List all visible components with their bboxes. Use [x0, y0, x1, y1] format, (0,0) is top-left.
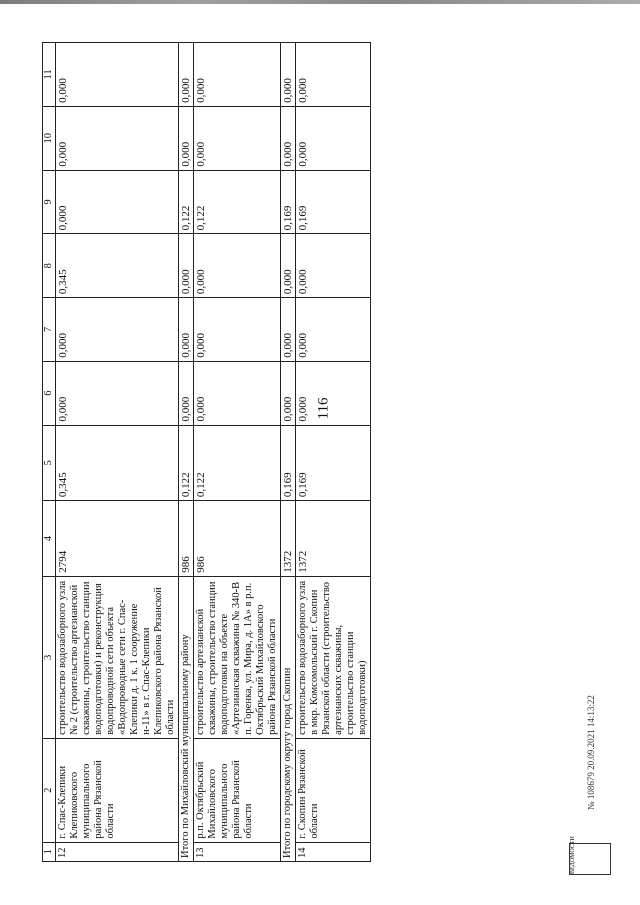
value-cell: 0,000: [56, 43, 179, 107]
value-cell: 0,000: [194, 43, 281, 107]
value-cell: 0,000: [194, 298, 281, 362]
registration-stamp: № 108679 20.09.2021 14:13:22: [586, 695, 596, 810]
value-cell: 0,169: [296, 170, 371, 234]
place-cell: г. Скопин Рязанской области: [296, 738, 371, 842]
value-cell: 0,122: [194, 425, 281, 501]
header-cell: 4: [43, 501, 56, 577]
table-row: [194, 43, 281, 862]
row-number: 13: [194, 842, 281, 861]
place-cell: г. Спас-Клепики Клепиковского муниципального района Рязанской области: [56, 738, 179, 842]
value-cell: 0,345: [56, 234, 179, 298]
work-cell: строительство водозаборного узла № 2 (строительство артезианской скважины, строительство станции водоподготовки) и реконструкция водопроводной сети объекта «Водопроводные сети г. Спас-Клепики д. 1 к. 1 сооружение н-11» в г. Спас-Клепики Клепиковского района Рязанской области: [56, 576, 179, 738]
table-canvas: [42, 42, 602, 862]
value-cell: 0,169: [296, 425, 371, 501]
value-cell: 0,000: [296, 43, 371, 107]
value-cell: 0,122: [194, 170, 281, 234]
total-label: Итого по городскому округу город Скопин: [281, 576, 296, 861]
value-cell: 0,000: [296, 234, 371, 298]
work-cell: строительство артезианской скважины, строительство станции водоподготовки на объекте «Артезианская скважина № 340-В п. Горенка, ул. Мира, д. 1А» в р.п. Октябрьский Михайловского района Рязанской области: [194, 576, 281, 738]
value-cell: 0,000: [296, 106, 371, 170]
value-cell: 1372: [281, 501, 296, 577]
registry-logo: ВЕДОМОСТИ: [569, 843, 611, 875]
header-row: [43, 43, 56, 862]
value-cell: 0,122: [179, 170, 194, 234]
value-cell: 0,000: [56, 106, 179, 170]
table-row: [56, 43, 179, 862]
header-cell: 2: [43, 738, 56, 842]
header-cell: 8: [43, 234, 56, 298]
header-cell: 5: [43, 425, 56, 501]
value-cell: 0,000: [179, 361, 194, 425]
value-cell: 0,000: [296, 298, 371, 362]
value-cell: 0,000: [179, 234, 194, 298]
scan-edge: [0, 0, 640, 4]
header-cell: 10: [43, 106, 56, 170]
value-cell: 0,000: [281, 106, 296, 170]
data-table: [42, 42, 371, 862]
value-cell: 0,000: [281, 361, 296, 425]
value-cell: 0,345: [56, 425, 179, 501]
value-cell: 0,000: [281, 43, 296, 107]
work-cell: строительство водозаборного узла в мкр. Комсомольский г. Скопин Рязанской области (строительство артезианских скважины, строительство станции водоподготовки): [296, 576, 371, 738]
header-cell: 3: [43, 576, 56, 738]
row-number: 12: [56, 842, 179, 861]
header-cell: 1: [43, 842, 56, 861]
value-cell: 0,169: [281, 170, 296, 234]
value-cell: 0,000: [281, 234, 296, 298]
value-cell: 0,169: [281, 425, 296, 501]
value-cell: 0,000: [56, 170, 179, 234]
value-cell: 0,000: [179, 298, 194, 362]
value-cell: 0,000: [281, 298, 296, 362]
total-row: [179, 43, 194, 862]
page-number: 116: [315, 397, 332, 420]
place-cell: р.п. Октябрьский Михайловского муниципального района Рязанской области: [194, 738, 281, 842]
value-cell: 0,000: [56, 361, 179, 425]
value-cell: 0,000: [179, 106, 194, 170]
value-cell: 0,000: [194, 234, 281, 298]
value-cell: 0,122: [179, 425, 194, 501]
row-number: 14: [296, 842, 371, 861]
total-row: [281, 43, 296, 862]
header-cell: 6: [43, 361, 56, 425]
value-cell: 0,000: [56, 298, 179, 362]
value-cell: 0,000: [296, 361, 371, 425]
value-cell: 1372: [296, 501, 371, 577]
value-cell: 2794: [56, 501, 179, 577]
header-cell: 11: [43, 43, 56, 107]
total-label: Итого по Михайловский муниципальному району: [179, 576, 194, 861]
value-cell: 986: [194, 501, 281, 577]
value-cell: 986: [179, 501, 194, 577]
header-cell: 7: [43, 298, 56, 362]
header-cell: 9: [43, 170, 56, 234]
value-cell: 0,000: [194, 361, 281, 425]
table-row: [296, 43, 371, 862]
value-cell: 0,000: [194, 106, 281, 170]
value-cell: 0,000: [179, 43, 194, 107]
